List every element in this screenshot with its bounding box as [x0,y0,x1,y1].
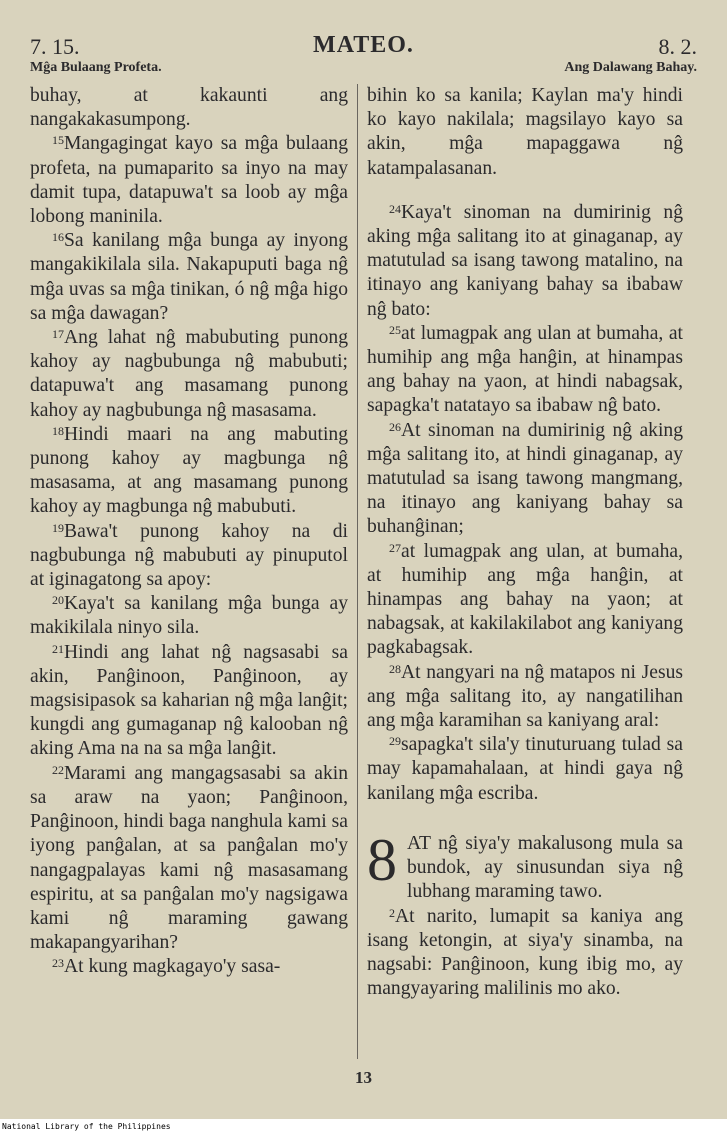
verse-paragraph [30,592,348,640]
header-left-subtitle: Mĝa Bulaang Profeta. [30,60,162,75]
verse-paragraph [367,733,683,806]
verse-number: 15 [52,133,64,148]
verse-number: 23 [52,956,64,971]
verse-number: 2 [389,905,395,920]
header-left-reference: 7. 15. [30,34,80,59]
verse-number: 20 [52,593,64,608]
verse-text: Ang lahat nĝ mabubuting punong kahoy ay nagbubunga nĝ mabubuti; datapuwa't ang masamang punong kahoy ay nagbubunga nĝ masasama. [30,327,348,421]
verse-text: at lumagpak ang ulan at bumaha, at humihip ang mĝa hanĝin, at hinampas ang bahay na yaon, at hindi nabagsak, sapagka't natatayo sa ibabaw nĝ bato. [367,322,683,417]
verse-number: 26 [389,419,401,434]
verse-text: Hindi maari na ang mabuting punong kahoy ay magbunga nĝ masasama, at ang masamang punong kahoy ay magbunga nĝ mabubuti. [30,423,348,518]
verse-number: 21 [52,641,64,656]
verse-text: At narito, lumapit sa kaniya ang isang ketongin, at siya'y sinamba, na nagsabi: Panĝinoon, kung ibig mo, ay mangyayaring malilinis mo ako. [367,905,683,1000]
verse-paragraph [30,132,348,229]
verse-number: 22 [52,762,64,777]
chapter-8-block [367,826,683,1001]
column-divider [357,84,358,1059]
header-right-subtitle: Ang Dalawang Bahay. [564,60,697,75]
verse-paragraph [30,326,348,423]
verse-text: at lumagpak ang ulan, at bumaha, at humihip ang mĝa hanĝin, at hinampas ang bahay na yaon; at nabagsak, at kakilakilabot ang kaniyang pagkabagsak. [367,540,683,659]
verse-paragraph [367,826,683,905]
verse-paragraph [30,762,348,956]
verse-number: 29 [389,734,401,749]
verse-text: At sinoman na dumirinig nĝ aking mĝa salitang ito, at hindi ginaganap, ay matutulad sa isang tawong mangmang, na itinayo ang kaniyang bahay sa buhanĝinan; [367,419,683,538]
verse-text: Hindi ang lahat nĝ nagsasabi sa akin, Panĝinoon, Panĝinoon, ay magsisipasok sa kaharian nĝ mĝa lanĝit; kungdi ang gumaganap nĝ kalooban nĝ aking Ama na na sa mĝa lanĝit. [30,641,348,760]
verse-number: 18 [52,423,64,438]
verse-text: Kaya't sinoman na dumirinig nĝ aking mĝa salitang ito at ginaganap, ay matutulad sa isang tawong matalino, na itinayo ang kaniyang bahay sa ibabaw nĝ bato: [367,201,683,320]
verse-text: Kaya't sa kanilang mĝa bunga ay makikilala ninyo sila. [30,593,348,639]
verse-paragraph [367,201,683,322]
page-number: 13 [355,1068,372,1087]
verse-text: Sa kanilang mĝa bunga ay inyong mangakikilala sila. Nakapuputi baga nĝ mĝa uvas sa mĝa tinikan, ó nĝ mĝa higo sa mĝa dawagan? [30,230,348,324]
verse-paragraph [30,423,348,520]
verse-paragraph [367,84,683,181]
verse-paragraph [30,520,348,593]
running-header [0,0,727,80]
page-title: MATEO. [313,32,414,58]
verse-text: At nangyari na nĝ matapos ni Jesus ang mĝa salitang ito, ay nangatilihan ang mĝa karamihan sa kaniyang aral: [367,661,683,732]
verse-paragraph [30,229,348,326]
verse-text: Bawa't punong kahoy na di nagbubunga nĝ mabubuti ay pinuputol at iginagatong sa apoy: [30,520,348,591]
verse-text: sapagka't sila'y tinuturuang tulad sa may kapamahalaan, at hindi gaya nĝ kanilang mĝa escriba. [367,734,683,804]
verse-number: 27 [389,540,401,555]
verse-paragraph [367,419,683,540]
verse-text: AT nĝ siya'y makalusong mula sa bundok, ay sinusundan siya nĝ lubhang maraming tawo. [407,832,683,903]
header-right-reference: 8. 2. [658,34,697,59]
verse-paragraph [367,905,683,1002]
chapter-number: 8 [367,826,397,893]
verse-number: 28 [389,661,401,676]
left-text-column [30,84,348,1064]
right-text-column [367,84,683,1064]
verse-paragraph [30,955,348,979]
verse-paragraph [30,84,348,132]
verse-text: Mangagingat kayo sa mĝa bulaang profeta, na pumaparito sa inyo na may damit tupa, datapuwa't sa loob ay mĝa lobong maninila. [30,133,348,228]
verse-text: Marami ang mangagsasabi sa akin sa araw na yaon; Panĝinoon, Panĝinoon, hindi baga nanghula kami sa iyong panĝalan, at sa panĝalan mo'y nangagpalayas kami nĝ masasamang espiritu, at sa panĝalan mo'y nagsigawa kami nĝ maraming gawang makapangyarihan? [30,762,348,954]
verse-number: 25 [389,322,401,337]
verse-paragraph [367,322,683,419]
verse-number: 17 [52,327,64,342]
verse-paragraph [367,661,683,734]
verse-paragraph [367,540,683,661]
verse-number: 16 [52,230,64,245]
verse-text: buhay, at kakaunti ang nangakakasumpong. [30,85,348,131]
verse-number: 19 [52,520,64,535]
library-footer: National Library of the Philippines [2,1122,171,1131]
verse-number: 24 [389,201,401,216]
verse-paragraph [30,641,348,762]
verse-text: At kung magkagayo'y sasa- [64,956,281,978]
verse-text: bihin ko sa kanila; Kaylan ma'y hindi ko kayo nakilala; magsilayo kayo sa akin, mĝa mapaggawa nĝ katampalasanan. [367,85,683,179]
